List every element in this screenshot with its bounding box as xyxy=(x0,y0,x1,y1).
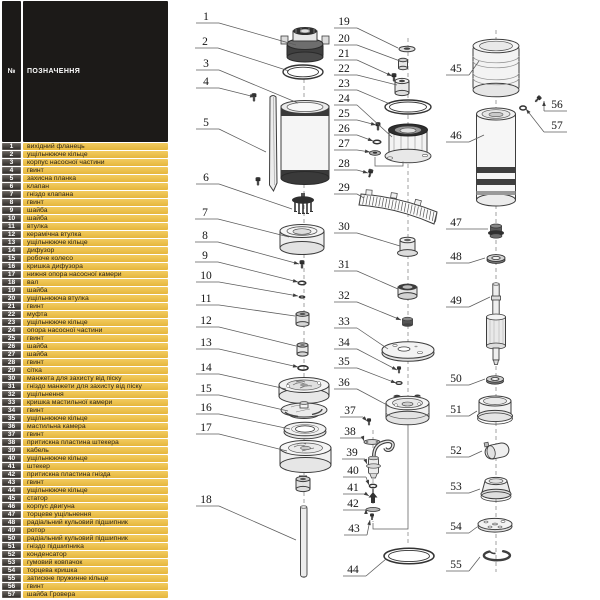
part-name: робоче колесо xyxy=(23,255,168,262)
callout-number: 50 xyxy=(450,373,462,385)
callout-6 xyxy=(196,172,292,209)
callout-number: 33 xyxy=(338,316,350,328)
part-number: 6 xyxy=(2,183,21,190)
part-number: 11 xyxy=(2,223,21,230)
col-header-no: № xyxy=(2,1,21,142)
washer-26 xyxy=(373,140,381,143)
callout-number: 40 xyxy=(347,465,359,477)
part-number: 36 xyxy=(2,423,21,430)
part-number: 26 xyxy=(2,343,21,350)
callout-41 xyxy=(343,482,369,496)
part-number: 17 xyxy=(2,271,21,278)
callout-number: 20 xyxy=(338,33,350,45)
part-sand-sleeve xyxy=(398,237,418,256)
part-washer-27 xyxy=(370,151,381,156)
part-plug xyxy=(369,489,378,503)
part-name: конденсатор xyxy=(23,551,168,558)
part-diffuser xyxy=(279,378,329,404)
washer-9 xyxy=(298,281,306,284)
part-name: торцева кришка xyxy=(23,567,168,574)
part-name: мастильна камера xyxy=(23,423,168,430)
part-snap-ring xyxy=(484,550,510,560)
part-name: радіальний кульовий підшипник xyxy=(23,519,168,526)
leader-arrow xyxy=(293,293,298,297)
part-number: 5 xyxy=(2,175,21,182)
part-bearing-seat xyxy=(478,396,513,424)
part-number: 50 xyxy=(2,535,21,542)
callout-number: 17 xyxy=(200,422,212,434)
part-number: 45 xyxy=(2,495,21,502)
part-sleeve-seat xyxy=(398,284,417,300)
leader-arrow xyxy=(367,520,371,525)
part-name: гвинт xyxy=(23,431,168,438)
part-number: 16 xyxy=(2,263,21,270)
part-name: гумовий ковпачок xyxy=(23,559,168,566)
callout-number: 14 xyxy=(200,362,212,374)
part-number: 8 xyxy=(2,199,21,206)
part-seal-32 xyxy=(403,317,413,327)
part-number: 42 xyxy=(2,471,21,478)
leader-arrow xyxy=(363,459,367,464)
part-name: шайба xyxy=(23,287,168,294)
callout-number: 21 xyxy=(338,48,350,60)
callout-number: 47 xyxy=(450,217,462,229)
part-number: 38 xyxy=(2,439,21,446)
callout-5 xyxy=(196,117,266,152)
part-name: гвинт xyxy=(23,335,168,342)
callout-number: 34 xyxy=(338,337,350,349)
callout-52 xyxy=(446,445,482,457)
leader-arrow xyxy=(542,101,546,106)
part-number: 52 xyxy=(2,551,21,558)
part-motor-housing xyxy=(477,108,516,206)
screw-37 xyxy=(367,418,371,425)
bracket-plug xyxy=(373,424,408,529)
leader-arrow xyxy=(294,261,299,264)
part-number: 44 xyxy=(2,487,21,494)
part-name: торцеве ущільнення xyxy=(23,511,168,518)
callout-number: 10 xyxy=(200,270,212,282)
part-number: 2 xyxy=(2,151,21,158)
part-protective-strip xyxy=(270,96,278,192)
col-header-name: ПОЗНАЧЕННЯ xyxy=(23,1,168,142)
part-name: керамічна втулка xyxy=(23,231,168,238)
callout-number: 36 xyxy=(338,377,350,389)
callout-number: 56 xyxy=(551,99,563,111)
part-output-flange xyxy=(281,27,329,62)
callout-number: 41 xyxy=(347,482,359,494)
part-number: 19 xyxy=(2,287,21,294)
callout-47 xyxy=(446,217,488,229)
part-name: шайба xyxy=(23,351,168,358)
part-name: статор xyxy=(23,495,168,502)
part-number: 53 xyxy=(2,559,21,566)
screw-34 xyxy=(397,366,401,373)
washer-10 xyxy=(299,295,306,298)
screw-strip-bottom xyxy=(256,177,261,186)
callout-number: 13 xyxy=(200,337,212,349)
leader-arrow xyxy=(366,480,369,485)
part-name: вихідний фланець xyxy=(23,143,168,150)
callout-number: 19 xyxy=(338,16,350,28)
part-name: кабель xyxy=(23,447,168,454)
callout-number: 9 xyxy=(202,250,208,262)
callout-number: 25 xyxy=(338,108,350,120)
part-number: 30 xyxy=(2,375,21,382)
part-name: гвинт xyxy=(23,407,168,414)
part-number: 4 xyxy=(2,167,21,174)
callout-4 xyxy=(196,76,255,98)
part-number: 57 xyxy=(2,591,21,598)
leader-arrow xyxy=(363,170,368,173)
callout-27 xyxy=(334,138,370,153)
callout-36 xyxy=(334,377,389,406)
part-diffuser-cover xyxy=(284,422,326,439)
callout-number: 32 xyxy=(338,290,350,302)
part-name: корпус насосної частини xyxy=(23,159,168,166)
callout-28 xyxy=(334,158,368,173)
part-name: кришка мастильної камери xyxy=(23,399,168,406)
callout-18 xyxy=(196,494,296,540)
part-oring-44 xyxy=(384,548,434,564)
callout-number: 51 xyxy=(450,404,462,416)
callout-number: 48 xyxy=(450,251,462,263)
part-name: притискна пластина гнізда xyxy=(23,471,168,478)
part-name: шайба xyxy=(23,207,168,214)
part-mech-seal xyxy=(488,224,504,238)
part-number: 32 xyxy=(2,391,21,398)
callout-number: 16 xyxy=(200,402,212,414)
callout-38 xyxy=(340,426,364,441)
part-number: 46 xyxy=(2,503,21,510)
leader-arrow xyxy=(364,492,369,496)
callout-56 xyxy=(542,99,567,111)
callout-number: 3 xyxy=(203,58,209,70)
part-bushing xyxy=(296,312,309,327)
callout-number: 24 xyxy=(338,93,350,105)
leader-arrow xyxy=(371,122,376,125)
part-name: вал xyxy=(23,279,168,286)
callout-number: 46 xyxy=(450,130,462,142)
part-number: 14 xyxy=(2,247,21,254)
part-name: захисна планка xyxy=(23,175,168,182)
callout-number: 11 xyxy=(200,293,212,305)
part-name: гвинт xyxy=(23,359,168,366)
callout-37 xyxy=(340,405,367,421)
part-oring-23 xyxy=(385,100,431,114)
part-name: ущільнююча втулка xyxy=(23,295,168,302)
part-socket-plate xyxy=(366,508,380,512)
part-name: ущільнююче кільце xyxy=(23,151,168,158)
part-name: ущільнююче кільце xyxy=(23,415,168,422)
callout-17 xyxy=(196,422,287,451)
part-number: 40 xyxy=(2,455,21,462)
part-ceramic-bushing xyxy=(297,343,308,356)
part-name: сітка xyxy=(23,367,168,374)
part-bearing-lower xyxy=(487,376,504,384)
part-washer-19 xyxy=(399,46,415,52)
part-number: 23 xyxy=(2,319,21,326)
callout-number: 43 xyxy=(348,523,360,535)
part-name: гніздо клапана xyxy=(23,191,168,198)
part-number: 43 xyxy=(2,479,21,486)
callout-number: 6 xyxy=(203,172,209,184)
part-number: 31 xyxy=(2,383,21,390)
callout-number: 2 xyxy=(202,36,208,48)
part-stator xyxy=(473,39,519,97)
callout-number: 22 xyxy=(338,63,350,75)
part-name: притискна пластина штекера xyxy=(23,439,168,446)
part-name: шайба xyxy=(23,343,168,350)
part-number: 3 xyxy=(2,159,21,166)
part-number: 12 xyxy=(2,231,21,238)
part-lower-support xyxy=(280,441,331,473)
callout-number: 15 xyxy=(200,383,212,395)
callout-number: 12 xyxy=(200,315,212,327)
callout-39 xyxy=(342,447,367,464)
part-name: шайба xyxy=(23,215,168,222)
part-number: 33 xyxy=(2,399,21,406)
callout-50 xyxy=(446,373,485,385)
part-number: 18 xyxy=(2,279,21,286)
part-pump-body xyxy=(281,101,329,185)
part-name: гвинт xyxy=(23,479,168,486)
part-name: затискне пружинне кільце xyxy=(23,575,168,582)
part-grover-washer xyxy=(520,106,526,110)
part-end-cover xyxy=(478,518,512,532)
part-name: ущільнення xyxy=(23,391,168,398)
screw-56 xyxy=(534,95,542,103)
part-number: 7 xyxy=(2,191,21,198)
part-number: 20 xyxy=(2,295,21,302)
callout-number: 42 xyxy=(347,498,359,510)
callout-number: 55 xyxy=(450,559,462,571)
part-number: 54 xyxy=(2,567,21,574)
part-number: 1 xyxy=(2,143,21,150)
part-name: штекер xyxy=(23,463,168,470)
part-rubber-cap xyxy=(481,477,511,501)
part-name: гвинт xyxy=(23,303,168,310)
callout-30 xyxy=(334,221,400,246)
part-name: втулка xyxy=(23,223,168,230)
part-name: гвинт xyxy=(23,583,168,590)
part-number: 56 xyxy=(2,583,21,590)
callout-number: 49 xyxy=(450,295,462,307)
part-cable xyxy=(367,441,394,478)
part-seal-sleeve xyxy=(296,476,310,492)
callout-29 xyxy=(334,182,364,198)
part-number: 34 xyxy=(2,407,21,414)
leader-arrow xyxy=(396,316,401,320)
part-coupling xyxy=(395,78,409,95)
part-impeller xyxy=(281,402,327,419)
leader-arrow xyxy=(391,380,396,383)
callout-11 xyxy=(196,293,295,316)
part-name: ущільнююче кільце xyxy=(23,319,168,326)
part-ring-35 xyxy=(396,382,402,385)
callout-53 xyxy=(446,481,480,493)
callout-7 xyxy=(195,207,289,237)
part-number: 13 xyxy=(2,239,21,246)
part-number: 25 xyxy=(2,335,21,342)
part-number: 27 xyxy=(2,351,21,358)
part-oring-outlet xyxy=(283,65,323,79)
callout-number: 54 xyxy=(450,521,462,533)
callout-number: 1 xyxy=(203,11,209,23)
part-bearing-upper xyxy=(487,255,505,264)
part-name: гвинт xyxy=(23,167,168,174)
callout-49 xyxy=(446,295,490,307)
part-oil-chamber-cover xyxy=(382,342,434,362)
part-name: шайба Гровера xyxy=(23,591,168,598)
callout-number: 31 xyxy=(338,259,350,271)
part-number: 48 xyxy=(2,519,21,526)
callout-48 xyxy=(446,251,485,263)
part-name: гвинт xyxy=(23,199,168,206)
callout-number: 4 xyxy=(203,76,209,88)
screw-25 xyxy=(376,122,381,131)
part-number: 55 xyxy=(2,575,21,582)
part-name: опора насосної частини xyxy=(23,327,168,334)
callout-number: 30 xyxy=(338,221,350,233)
part-capacitor xyxy=(483,438,510,460)
part-seal-bushing-20 xyxy=(399,58,408,69)
callout-number: 52 xyxy=(450,445,462,457)
part-seal-ring-13 xyxy=(298,366,308,370)
part-valve-seat xyxy=(280,225,324,255)
part-number: 28 xyxy=(2,359,21,366)
callout-number: 35 xyxy=(338,356,350,368)
leader-arrow xyxy=(392,366,397,370)
part-name: ущільнююче кільце xyxy=(23,487,168,494)
callout-number: 38 xyxy=(344,426,356,438)
part-number: 37 xyxy=(2,431,21,438)
part-number: 35 xyxy=(2,415,21,422)
part-number: 24 xyxy=(2,327,21,334)
callout-number: 29 xyxy=(338,182,350,194)
part-name: корпус двигуна xyxy=(23,503,168,510)
part-number: 51 xyxy=(2,543,21,550)
callout-number: 45 xyxy=(450,63,462,75)
callout-number: 53 xyxy=(450,481,462,493)
callout-51 xyxy=(446,404,477,416)
callout-3 xyxy=(196,58,298,103)
part-name: манжета для захисту від піску xyxy=(23,375,168,382)
callout-54 xyxy=(446,521,477,533)
part-name: гніздо манжети для захисту від піску xyxy=(23,383,168,390)
part-name: нижня опора насосної камери xyxy=(23,271,168,278)
callout-55 xyxy=(446,557,480,571)
part-number: 41 xyxy=(2,463,21,470)
part-rotor xyxy=(487,283,506,365)
callout-number: 39 xyxy=(346,447,358,459)
callout-number: 28 xyxy=(338,158,350,170)
callout-number: 37 xyxy=(344,405,356,417)
part-name: ротор xyxy=(23,527,168,534)
callout-2 xyxy=(195,36,289,71)
part-number: 10 xyxy=(2,215,21,222)
part-number: 49 xyxy=(2,527,21,534)
callout-number: 8 xyxy=(202,230,208,242)
leader-arrow xyxy=(387,72,392,76)
part-name: клапан xyxy=(23,183,168,190)
part-number: 15 xyxy=(2,255,21,262)
callout-number: 27 xyxy=(338,138,350,150)
callout-number: 57 xyxy=(551,120,563,132)
part-name: муфта xyxy=(23,311,168,318)
callout-31 xyxy=(334,259,398,289)
part-name: дифузор xyxy=(23,247,168,254)
callout-number: 18 xyxy=(200,494,212,506)
part-shaft xyxy=(301,506,308,577)
part-name: гніздо підшипника xyxy=(23,543,168,550)
leader-arrow xyxy=(293,279,298,282)
callout-number: 5 xyxy=(203,117,209,129)
part-number: 9 xyxy=(2,207,21,214)
part-name: ущільнююче кільце xyxy=(23,455,168,462)
part-intake-screen xyxy=(359,190,437,224)
callout-43 xyxy=(344,520,371,535)
leader-arrow xyxy=(368,138,373,141)
callout-44 xyxy=(343,559,386,576)
callout-number: 44 xyxy=(347,564,359,576)
part-number: 29 xyxy=(2,367,21,374)
callout-57 xyxy=(526,109,567,132)
part-number: 22 xyxy=(2,311,21,318)
callout-number: 23 xyxy=(338,78,350,90)
callout-number: 26 xyxy=(338,123,350,135)
part-pump-support xyxy=(385,124,431,163)
part-number: 47 xyxy=(2,511,21,518)
part-name: ущільнююче кільце xyxy=(23,239,168,246)
part-valve xyxy=(292,193,314,214)
part-number: 21 xyxy=(2,303,21,310)
part-number: 39 xyxy=(2,447,21,454)
part-name: кришка дифузора xyxy=(23,263,168,270)
callout-number: 7 xyxy=(202,207,208,219)
part-name: радіальний кульовий підшипник xyxy=(23,535,168,542)
callout-42 xyxy=(343,498,368,514)
part-oil-chamber xyxy=(386,395,429,425)
